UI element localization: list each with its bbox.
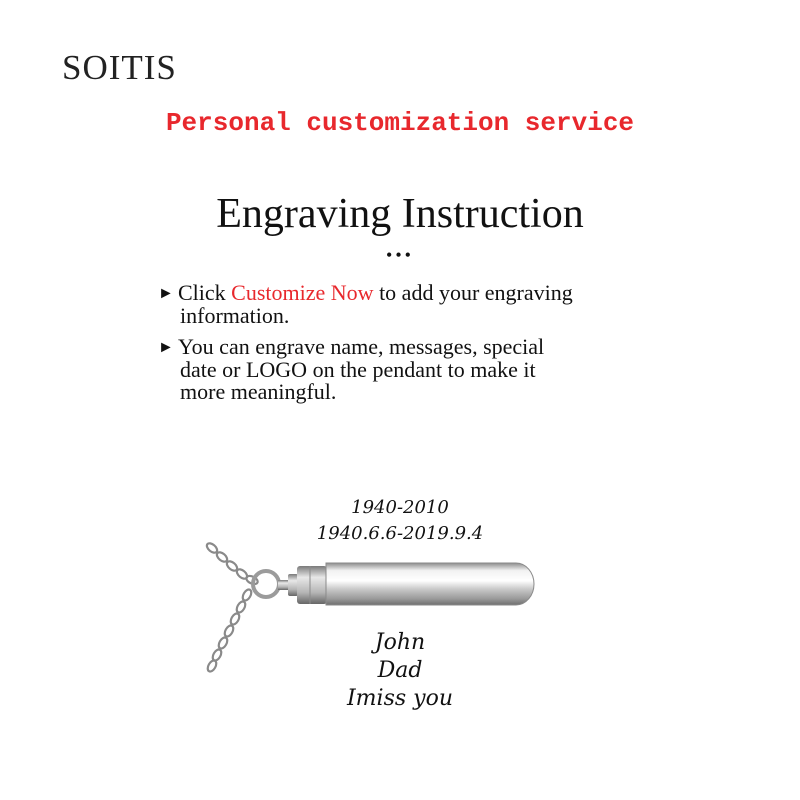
engraving-relation: Dad [377, 658, 423, 683]
engraving-name: John [374, 630, 426, 655]
engraving-full-dates: 1940.6.6-2019.9.4 [316, 523, 484, 544]
page-title: Engraving Instruction [216, 191, 584, 237]
instruction-1-pre: Click [178, 280, 232, 305]
arrow-right-icon: ► [158, 285, 174, 302]
instruction-1-cont: information. [180, 303, 290, 328]
arrow-right-icon: ► [158, 339, 174, 356]
brand-logo: SOITIS [62, 48, 177, 87]
instruction-2-line3: more meaningful. [180, 379, 337, 404]
engraving-date-range: 1940-2010 [351, 497, 449, 518]
service-title: Personal customization service [165, 108, 635, 138]
instruction-2-line1: You can engrave name, messages, special [178, 334, 545, 359]
customize-now-link[interactable]: Customize Now [231, 280, 374, 305]
engraving-message: Imiss you [346, 686, 453, 711]
instruction-2-line2: date or LOGO on the pendant to make it [180, 357, 536, 382]
instruction-1-post: to add your engraving [373, 280, 573, 305]
divider-dots: ••• [386, 245, 414, 265]
